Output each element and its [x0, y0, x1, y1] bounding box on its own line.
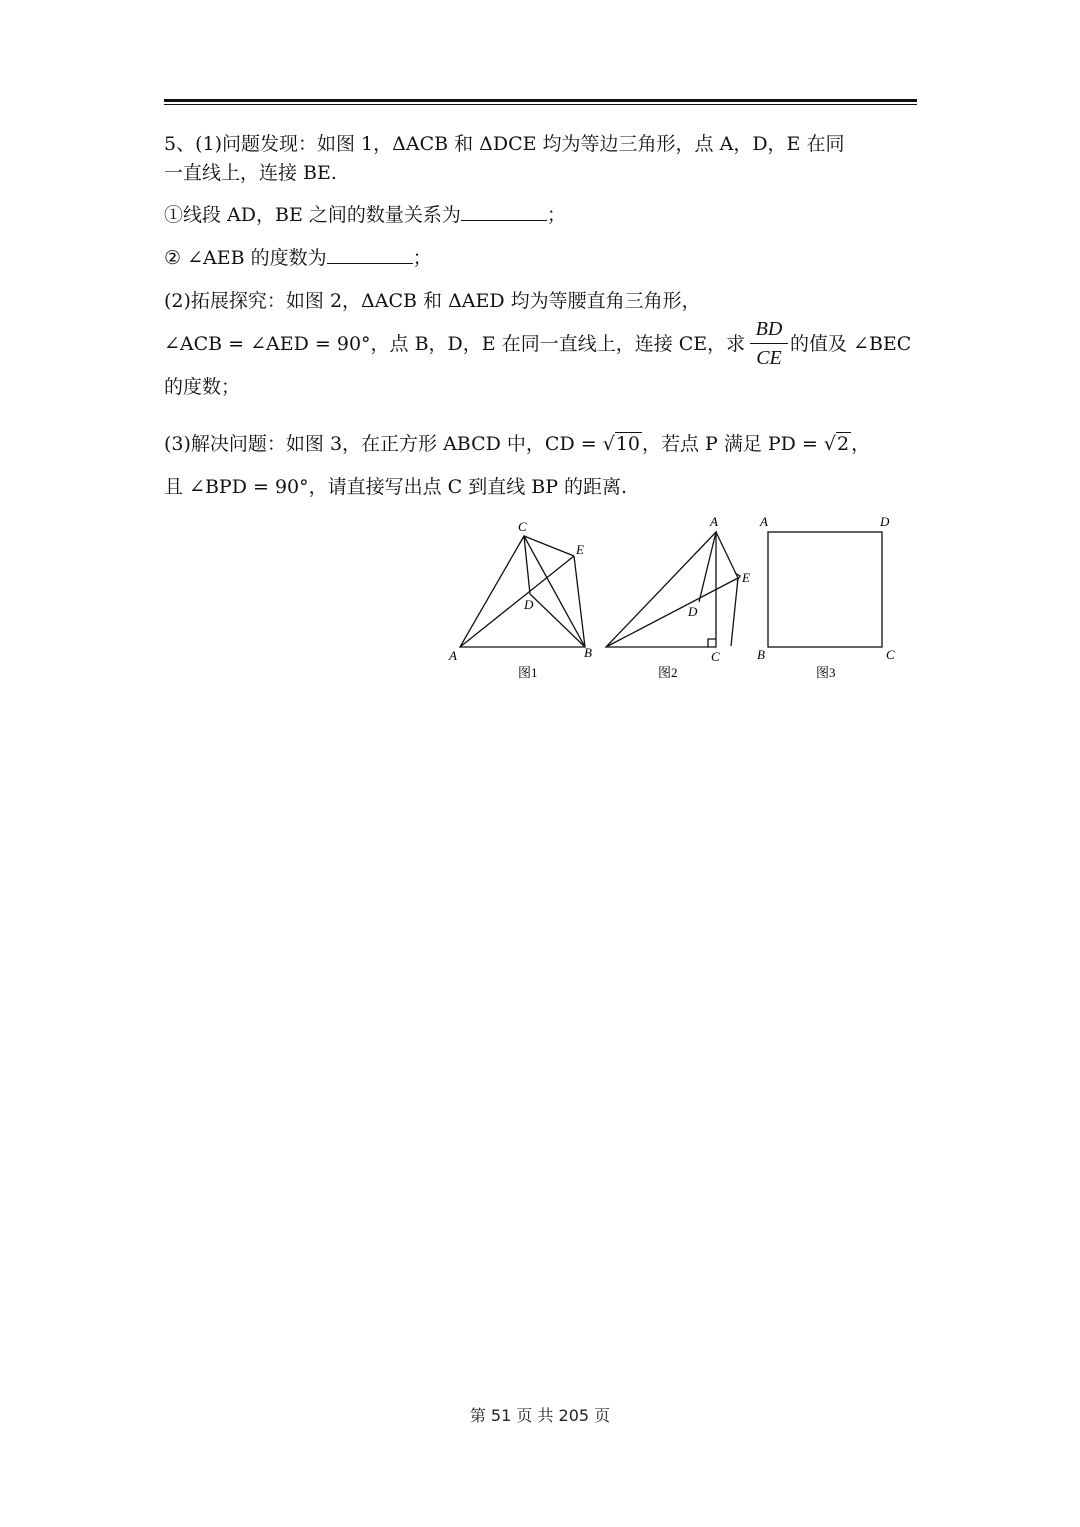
fig2-label-a: A — [710, 514, 718, 529]
fig1-label-d: D — [524, 597, 534, 612]
question-1 — [164, 206, 566, 225]
figure-1-drawing — [460, 536, 585, 647]
part3-line1-text: (3)解决问题：如图 3，在正方形 ABCD 中，CD = √ — [164, 433, 615, 455]
answer-blank-2[interactable] — [327, 263, 413, 264]
part2-line1: (2)拓展探究：如图 2，ΔACB 和 ΔAED 均为等腰直角三角形， — [164, 290, 701, 312]
part3-line1-mid: ，若点 P 满足 PD = √ — [642, 433, 837, 455]
answer-blank-1[interactable] — [461, 220, 547, 221]
fraction-bd-ce — [750, 318, 788, 370]
question-2 — [164, 249, 432, 268]
part2-line3: 的度数； — [164, 376, 241, 398]
fig1-label-b: B — [584, 645, 592, 660]
fig1-caption: 图1 — [518, 665, 538, 680]
part3-line1 — [164, 435, 870, 454]
part3-line2: 且 ∠BPD = 90°，请直接写出点 C 到直线 BP 的距离. — [164, 476, 628, 498]
question-2-end: ； — [412, 247, 432, 269]
figure-2-drawing — [606, 532, 740, 647]
question-1-text: ①线段 AD，BE 之间的数量关系为 — [164, 204, 461, 226]
figures — [440, 510, 910, 690]
fig3-label-d: D — [880, 514, 890, 529]
fig2-caption: 图2 — [658, 665, 678, 680]
fig1-label-a: A — [449, 648, 457, 663]
sqrt-radicand-2: 2 — [837, 433, 850, 455]
fig2-label-c: C — [711, 649, 720, 664]
sqrt-radicand-10: 10 — [615, 433, 640, 455]
fig1-label-e: E — [576, 542, 584, 557]
header-rule-thick — [164, 99, 917, 102]
header-rule-thin — [164, 104, 917, 105]
question-1-end: ； — [546, 204, 566, 226]
fraction-denominator: CE — [756, 347, 782, 369]
fig3-caption: 图3 — [816, 665, 836, 680]
page-number-footer: 第 51 页 共 205 页 — [469, 1406, 611, 1425]
part3-line1-end: ， — [851, 433, 871, 455]
part2-line2-text: ∠ACB = ∠AED = 90°，点 B，D，E 在同一直线上，连接 CE，求 — [164, 333, 746, 355]
fig2-label-e: E — [742, 570, 750, 585]
fig2-label-d: D — [688, 604, 698, 619]
part2-line2-end: 的值及 ∠BEC — [790, 333, 912, 355]
figure-3-square — [768, 532, 882, 647]
fraction-numerator: BD — [750, 318, 788, 344]
part1-line1: 5、(1)问题发现：如图 1，ΔACB 和 ΔDCE 均为等边三角形，点 A，D，E 在同 — [164, 133, 845, 155]
fig3-label-c: C — [886, 647, 895, 662]
part1-line2: 一直线上，连接 BE. — [164, 162, 337, 184]
fig3-label-b: B — [757, 647, 765, 662]
question-2-text: ② ∠AEB 的度数为 — [164, 247, 327, 269]
fig1-label-c: C — [518, 519, 527, 534]
fig3-label-a: A — [760, 514, 768, 529]
part2-line2 — [164, 335, 745, 354]
